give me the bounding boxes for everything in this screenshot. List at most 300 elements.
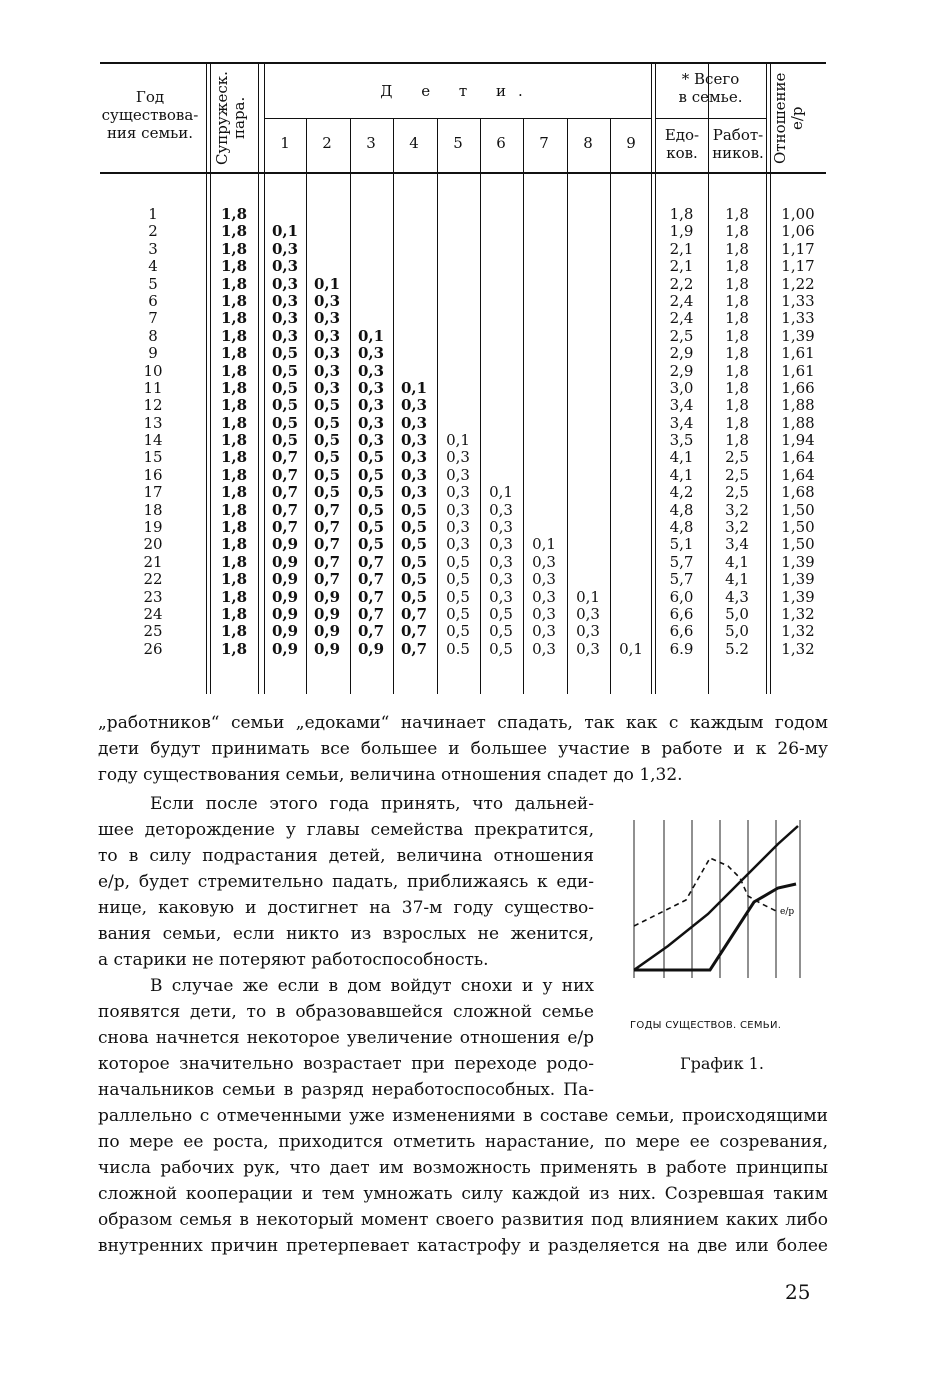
table-cell (523, 432, 565, 449)
table-cell: 0,3 (489, 500, 513, 519)
graph-figure (628, 816, 804, 978)
table-cell (480, 432, 522, 449)
table-cell: 1,8 (220, 326, 248, 345)
table-cell: 1,50 (781, 500, 815, 519)
table-cell: 5.2 (725, 639, 749, 658)
table-cell: 0,3 (313, 291, 341, 310)
table-cell (610, 345, 652, 362)
table-cell: 1,68 (781, 483, 815, 502)
table-cell: 8 (148, 326, 158, 345)
table-cell: 1,8 (725, 378, 749, 397)
table-cell: 4,1 (669, 448, 694, 467)
table-cell (523, 397, 565, 414)
table-cell: 1,8 (220, 413, 248, 432)
table-cell (393, 293, 435, 310)
table-cell: 1,64 (781, 465, 815, 484)
table-cell: 0,3 (313, 361, 341, 380)
table-cell: 0,3 (446, 500, 470, 519)
table-cell (480, 328, 522, 345)
table-cell: 9 (148, 344, 158, 363)
text-line: то в силу подрастания детей, величина отношения (98, 846, 594, 866)
table-cell: 0,3 (271, 291, 299, 310)
table-cell: 0,3 (446, 483, 470, 502)
workers-curve (634, 884, 796, 970)
table-cell (350, 276, 392, 293)
table-cell: 1,8 (220, 483, 248, 502)
table-cell (523, 380, 565, 397)
table-cell (437, 328, 479, 345)
table-cell: 0,3 (532, 604, 556, 623)
table-cell (480, 467, 522, 484)
table-cell: 0,5 (446, 604, 470, 623)
table-cell: 6.9 (669, 639, 694, 658)
table-cell: 0,7 (313, 500, 341, 519)
table-cell: 24 (143, 604, 163, 623)
header-child-9: 9 (626, 134, 636, 152)
table-cell: 1,8 (220, 274, 248, 293)
table-cell: 0,5 (271, 344, 299, 363)
table-cell (393, 310, 435, 327)
table-cell: 0,3 (489, 535, 513, 554)
table-cell: 3,4 (725, 535, 749, 554)
table-cell: 0,5 (357, 483, 385, 502)
table-cell: 2,2 (669, 274, 694, 293)
table-cell: 3,0 (669, 378, 694, 397)
table-cell (306, 241, 348, 258)
header-workers: Работ- ников. (712, 126, 764, 162)
table-cell: 2,5 (725, 483, 749, 502)
table-cell (437, 345, 479, 362)
table-cell: 5,7 (669, 570, 694, 589)
table-top-rule (100, 62, 826, 64)
table-cell: 0,3 (532, 552, 556, 571)
text-line: по мере ее роста, приходится отметить нарастание, по мере ее созревания, (98, 1132, 828, 1152)
table-cell: 2,5 (669, 326, 694, 345)
table-cell (610, 223, 652, 240)
figure-caption: График 1. (680, 1054, 764, 1073)
table-cell: 0,5 (357, 448, 385, 467)
table-cell: 0,3 (400, 465, 428, 484)
table-cell: 4,3 (725, 587, 749, 606)
table-cell (610, 484, 652, 501)
header-ratio: Отношение е/р (771, 72, 806, 164)
column-child-4 (393, 206, 435, 658)
table-cell (437, 206, 479, 223)
table-cell: 0,9 (271, 587, 299, 606)
table-cell: 0,3 (357, 344, 385, 363)
table-cell (523, 449, 565, 466)
table-cell: 0,7 (313, 552, 341, 571)
table-cell: 0,7 (313, 518, 341, 537)
table-cell: 1,8 (725, 361, 749, 380)
table-cell (567, 276, 609, 293)
column-child-2 (306, 206, 348, 658)
table-cell: 0,5 (271, 361, 299, 380)
table-cell: 0,7 (357, 622, 385, 641)
table-cell: 0,3 (446, 518, 470, 537)
table-cell (610, 589, 652, 606)
table-cell (610, 623, 652, 640)
table-cell (350, 241, 392, 258)
table-cell: 1,9 (669, 222, 694, 241)
table-cell (480, 380, 522, 397)
table-cell (437, 397, 479, 414)
table-cell: 1,8 (220, 448, 248, 467)
table-cell (393, 241, 435, 258)
table-cell (437, 293, 479, 310)
table-cell (567, 571, 609, 588)
table-cell: 0,3 (532, 570, 556, 589)
table-cell: 1,22 (781, 274, 815, 293)
page-number: 25 (785, 1280, 811, 1304)
table-cell: 0,3 (357, 431, 385, 450)
table-cell (567, 415, 609, 432)
table-cell: 1,32 (781, 622, 815, 641)
table-cell: 0,3 (532, 639, 556, 658)
text-line: начальников семьи в разряд неработоспособных. Па- (98, 1080, 594, 1100)
table-cell: 0,9 (271, 552, 299, 571)
table-cell (306, 223, 348, 240)
table-cell (393, 276, 435, 293)
table-cell: 0,3 (357, 413, 385, 432)
table-cell: 0,5 (357, 500, 385, 519)
text-line: дети будут принимать все большее и большее участие в работе и к 26-му (98, 739, 828, 759)
table-cell: 0,3 (400, 431, 428, 450)
text-line: внутренних причин претерпевает катастрофу и разделяется на две или более (98, 1236, 828, 1256)
table-cell: 1,8 (220, 500, 248, 519)
text-line: вания семьи, если никто из взрослых не женится, (98, 924, 594, 944)
table-cell: 2,5 (725, 465, 749, 484)
table-cell (393, 345, 435, 362)
table-cell (610, 310, 652, 327)
table-cell: 20 (143, 535, 163, 554)
table-cell: 0,7 (271, 483, 299, 502)
table-cell: 0,1 (313, 274, 341, 293)
table-cell: 0,3 (357, 361, 385, 380)
table-cell: 16 (143, 465, 163, 484)
table-cell: 1,50 (781, 518, 815, 537)
table-cell: 1,8 (220, 570, 248, 589)
table-cell: 19 (143, 518, 163, 537)
table-cell: 4,1 (725, 552, 749, 571)
table-cell: 0,1 (446, 431, 470, 450)
table-cell (567, 380, 609, 397)
table-cell (437, 223, 479, 240)
table-cell: 0,5 (357, 518, 385, 537)
table-cell: 6 (148, 291, 158, 310)
text-line: году существования семьи, величина отношения спадет до 1,32. (98, 765, 683, 785)
header-child-7: 7 (539, 134, 549, 152)
table-cell (480, 363, 522, 380)
table-cell: 1,8 (725, 344, 749, 363)
table-cell (480, 223, 522, 240)
table-cell: 1,8 (220, 552, 248, 571)
table-cell: 0,3 (446, 448, 470, 467)
table-cell: 0,5 (357, 535, 385, 554)
table-cell (523, 258, 565, 275)
table-cell: 0.5 (446, 639, 470, 658)
table-cell (610, 328, 652, 345)
table-cell (610, 536, 652, 553)
table-cell: 0,1 (271, 222, 299, 241)
table-cell: 0,3 (400, 448, 428, 467)
table-cell (523, 241, 565, 258)
table-cell: 1,17 (781, 239, 815, 258)
text-line: снова начнется некоторое увеличение отношения е/р (98, 1028, 594, 1048)
table-cell: 0,5 (446, 570, 470, 589)
table-cell: 0,3 (271, 326, 299, 345)
table-cell: 3 (148, 239, 158, 258)
table-cell: 0,1 (619, 639, 643, 658)
table-cell (523, 206, 565, 223)
table-cell (523, 276, 565, 293)
table-cell: 1,8 (220, 396, 248, 415)
paragraph-3 (98, 973, 594, 1103)
table-cell: 0,9 (271, 604, 299, 623)
table-cell: 0,7 (357, 604, 385, 623)
table-cell: 1,8 (725, 291, 749, 310)
table-cell (610, 397, 652, 414)
table-cell: 2,5 (725, 448, 749, 467)
table-cell: 0,7 (271, 465, 299, 484)
table-cell (610, 502, 652, 519)
table-cell: 0,5 (446, 622, 470, 641)
table-cell: 1,33 (781, 291, 815, 310)
table-cell: 2,4 (669, 309, 694, 328)
table-cell (610, 380, 652, 397)
table-cell: 0,5 (313, 431, 341, 450)
table-cell: 1,8 (220, 378, 248, 397)
text-line: сложной кооперации и тем умножать силу каждой из них. Созревшая таким (98, 1184, 828, 1204)
table-cell (610, 415, 652, 432)
table-cell: 0,3 (313, 344, 341, 363)
table-cell: 3,4 (669, 396, 694, 415)
table-cell: 1,00 (781, 205, 815, 223)
ratio-curve-label: е/р (780, 907, 795, 917)
table-cell (610, 606, 652, 623)
column-ratio (770, 206, 826, 658)
table-cell: 0,7 (400, 604, 428, 623)
table-cell: 0,5 (489, 639, 513, 658)
text-line: а старики не потеряют работоспособность. (98, 950, 489, 970)
table-cell: 0,3 (400, 396, 428, 415)
table-cell: 0,3 (532, 587, 556, 606)
text-line: которое значительно возрастает при переходе родо- (98, 1054, 594, 1074)
header-child-4: 4 (409, 134, 419, 152)
header-child-8: 8 (583, 134, 593, 152)
table-cell (610, 571, 652, 588)
text-line: числа рабочих рук, что дает им возможность применять в работе принципы (98, 1158, 828, 1178)
table-cell (567, 554, 609, 571)
table-cell (437, 415, 479, 432)
table-cell: 0,5 (271, 431, 299, 450)
table-cell: 0,5 (489, 604, 513, 623)
header-couple: Супружеск. пара. (213, 71, 248, 165)
table-cell: 2 (148, 222, 158, 241)
table-cell: 1,61 (781, 361, 815, 380)
text-line: „работников“ семьи „едоками“ начинает спадать, так как с каждым годом (98, 713, 828, 733)
table-cell: 2,9 (669, 361, 694, 380)
table-cell (480, 258, 522, 275)
table-cell: 0,7 (357, 587, 385, 606)
table-cell: 4,8 (669, 518, 694, 537)
table-cell (610, 276, 652, 293)
table-cell (480, 449, 522, 466)
table-cell (393, 258, 435, 275)
table-cell (567, 293, 609, 310)
table-cell: 3,5 (669, 431, 694, 450)
table-cell: 1,61 (781, 344, 815, 363)
table-cell: 0,3 (576, 622, 600, 641)
table-cell: 0,5 (446, 552, 470, 571)
table-cell (610, 293, 652, 310)
table-cell (480, 293, 522, 310)
eaters-curve (634, 826, 798, 970)
table-cell: 1,39 (781, 570, 815, 589)
column-child-8 (567, 206, 609, 658)
table-cell: 4,2 (669, 483, 694, 502)
table-cell: 5,0 (725, 622, 749, 641)
table-cell (610, 241, 652, 258)
table-cell (610, 449, 652, 466)
table-cell: 1,8 (220, 639, 248, 658)
text-line: шее деторождение у главы семейства прекратится, (98, 820, 594, 840)
children-subheader-rule (264, 118, 651, 119)
table-cell: 4,1 (725, 570, 749, 589)
table-cell: 2,9 (669, 344, 694, 363)
table-cell: 0,3 (271, 309, 299, 328)
table-cell: 1,8 (725, 257, 749, 276)
table-cell: 1,8 (669, 205, 694, 223)
table-cell: 0,3 (489, 587, 513, 606)
table-cell: 0,5 (400, 535, 428, 554)
table-cell: 1,39 (781, 587, 815, 606)
table-cell (480, 397, 522, 414)
table-cell: 15 (143, 448, 163, 467)
table-cell (567, 484, 609, 501)
table-cell: 0,5 (357, 465, 385, 484)
table-cell (567, 223, 609, 240)
table-cell: 21 (143, 552, 163, 571)
table-cell (306, 206, 348, 223)
table-cell: 22 (143, 570, 163, 589)
table-cell: 0,3 (489, 552, 513, 571)
table-cell: 1,8 (220, 465, 248, 484)
paragraph-2 (98, 791, 594, 973)
table-cell: 0,9 (313, 587, 341, 606)
table-cell (567, 432, 609, 449)
text-line: нице, каковую и достигнет на 37-м году существо- (98, 898, 594, 918)
table-cell: 3,2 (725, 518, 749, 537)
table-cell: 4,8 (669, 500, 694, 519)
header-year: Год существова- ния семьи. (101, 88, 199, 142)
table-cell (567, 397, 609, 414)
table-cell (567, 467, 609, 484)
table-cell (523, 363, 565, 380)
table-cell: 1,8 (220, 622, 248, 641)
table-cell: 1,8 (220, 431, 248, 450)
table-cell: 2,4 (669, 291, 694, 310)
text-line: В случае же если в дом войдут снохи и у них (150, 976, 594, 996)
table-cell (567, 449, 609, 466)
table-cell: 1,66 (781, 378, 815, 397)
table-cell: 0,3 (313, 378, 341, 397)
table-cell (480, 276, 522, 293)
table-cell: 0,7 (271, 500, 299, 519)
table-cell (523, 223, 565, 240)
table-cell: 0,3 (400, 483, 428, 502)
table-cell (523, 467, 565, 484)
total-subheader-rule (655, 118, 766, 119)
table-cell: 0,3 (400, 413, 428, 432)
table-cell: 0,5 (313, 396, 341, 415)
table-cell: 4 (148, 257, 158, 276)
table-cell: 0,5 (489, 622, 513, 641)
table-cell: 0,3 (446, 535, 470, 554)
table-cell: 12 (143, 396, 163, 415)
table-cell: 1,32 (781, 639, 815, 658)
table-cell: 0,7 (271, 518, 299, 537)
table-cell: 0,5 (400, 518, 428, 537)
table-cell: 1,8 (725, 274, 749, 293)
text-line: появятся дети, то в образовавшейся сложной семье (98, 1002, 594, 1022)
paragraph-3-continued (98, 1103, 828, 1259)
table-cell (437, 276, 479, 293)
table-cell: 1,8 (725, 222, 749, 241)
table-cell: 0,5 (400, 552, 428, 571)
table-cell (480, 415, 522, 432)
table-cell: 0,7 (400, 639, 428, 658)
table-cell (437, 363, 479, 380)
header-total: * Всего в семье. (678, 70, 743, 106)
table-cell: 0,7 (271, 448, 299, 467)
table-cell (567, 345, 609, 362)
table-cell: 0,9 (271, 639, 299, 658)
table-cell (350, 223, 392, 240)
table-cell: 11 (143, 378, 163, 397)
table-cell (350, 206, 392, 223)
table-cell (567, 206, 609, 223)
table-cell: 0,3 (271, 274, 299, 293)
table-cell: 5 (148, 274, 158, 293)
column-year (100, 206, 206, 658)
table-cell (350, 258, 392, 275)
table-cell: 3,4 (669, 413, 694, 432)
table-cell (567, 519, 609, 536)
table-cell: 6,0 (669, 587, 694, 606)
table-cell: 1,64 (781, 448, 815, 467)
table-cell: 6,6 (669, 622, 694, 641)
table-cell (567, 536, 609, 553)
header-child-5: 5 (453, 134, 463, 152)
table-cell: 25 (143, 622, 163, 641)
table-cell: 1,88 (781, 413, 815, 432)
header-children: Д е т и. (380, 82, 535, 100)
table-cell: 0,1 (489, 483, 513, 502)
table-cell: 0,3 (357, 378, 385, 397)
table-cell (523, 310, 565, 327)
table-cell: 18 (143, 500, 163, 519)
column-child-1 (264, 206, 306, 658)
table-cell (523, 484, 565, 501)
table-cell: 0,7 (313, 535, 341, 554)
column-child-5 (437, 206, 479, 658)
table-cell: 13 (143, 413, 163, 432)
table-cell: 5,0 (725, 604, 749, 623)
table-cell: 1,8 (725, 205, 749, 223)
table-cell (610, 206, 652, 223)
table-cell: 0,3 (357, 396, 385, 415)
